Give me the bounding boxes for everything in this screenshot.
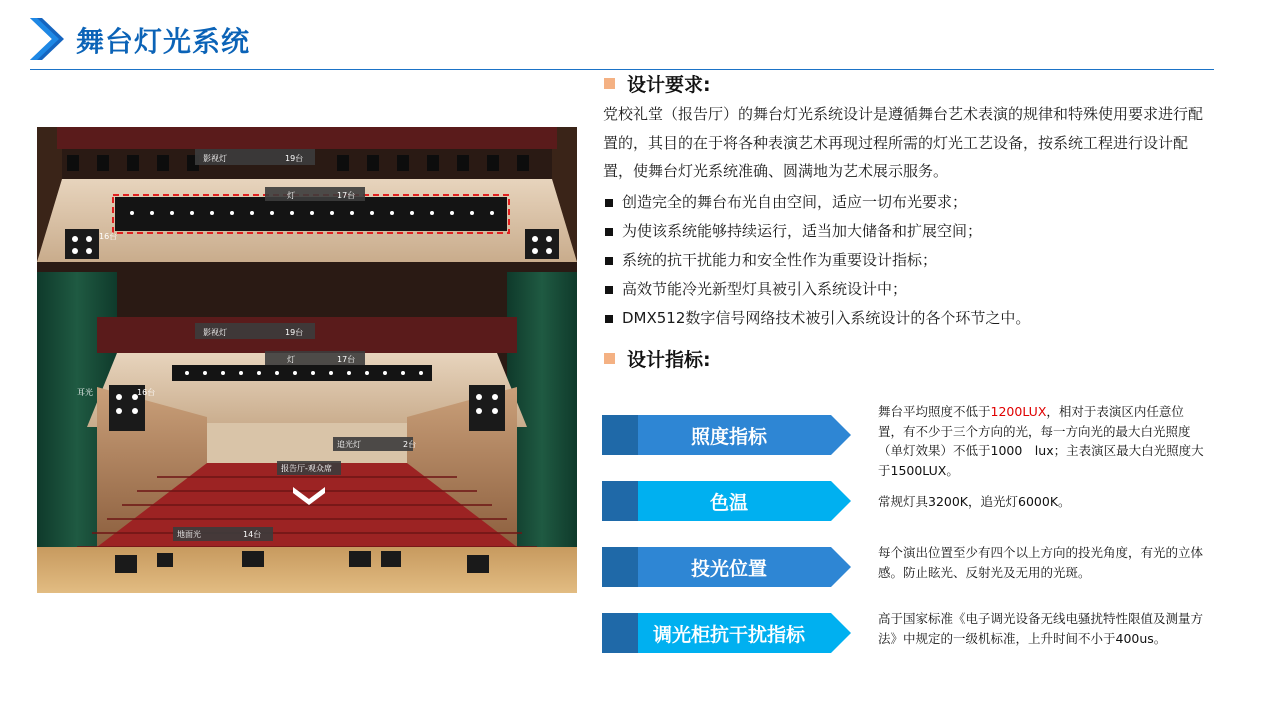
illuminance-value: 1200LUX <box>990 404 1047 419</box>
svg-text:灯: 灯 <box>287 355 295 364</box>
indicator-dimmer <box>602 613 851 653</box>
section-marker-icon <box>604 353 615 364</box>
indicator-label: 色温 <box>709 491 748 514</box>
indicator-projection-desc: 每个演出位置至少有四个以上方向的投光角度，有光的立体感。防止眩光、反射光及无用的光斑。 <box>878 545 1204 580</box>
chevron-right-icon <box>30 18 64 60</box>
stage-lighting-illustration <box>37 127 577 593</box>
bullet-square-icon <box>605 257 613 265</box>
svg-text:14台: 14台 <box>243 530 262 539</box>
bullet-square-icon <box>605 228 613 236</box>
indicators-heading-text: 设计指标: <box>627 349 711 371</box>
indicator-color-temp <box>602 481 851 521</box>
svg-text:追光灯: 追光灯 <box>337 440 361 449</box>
bullet-square-icon <box>605 315 613 323</box>
svg-text:耳光: 耳光 <box>77 388 93 397</box>
requirements-paragraph: 党校礼堂（报告厅）的舞台灯光系统设计是遵循舞台艺术表演的规律和特殊使用要求进行配置的，其目的在于将各种表演艺术再现过程所需的灯光工艺设备，按系统工程进行设计配置，使舞台灯光系统准确、圆满地为艺术展示服务。 <box>603 105 1204 180</box>
svg-text:地面光: 地面光 <box>177 530 201 539</box>
svg-text:2台: 2台 <box>403 440 417 449</box>
svg-text:19台: 19台 <box>285 328 304 337</box>
list-item: DMX512数字信号网络技术被引入系统设计的各个环节之中。 <box>603 304 1215 333</box>
svg-text:报告厅-观众席: 报告厅-观众席 <box>281 464 332 473</box>
label-top-film: 影视灯 <box>203 154 227 163</box>
indicator-illumination-desc: 舞台平均照度不低于1200LUX，相对于表演区内任意位置，有不少于三个方向的光，每一方向光的最大白光照度（单灯效果）不低于1000 lux；主表演区最大白光照度大于1500LUX。 <box>878 404 1204 478</box>
svg-text:17台: 17台 <box>337 355 356 364</box>
indicators-heading <box>604 345 711 372</box>
list-item: 创造完全的舞台布光自由空间，适应一切布光要求； <box>603 188 1215 217</box>
indicator-label: 调光柜抗干扰指标 <box>652 623 805 646</box>
indicator-illumination <box>602 415 851 455</box>
indicator-label: 投光位置 <box>690 557 767 580</box>
indicator-label: 照度指标 <box>690 425 767 448</box>
requirements-list <box>603 188 1215 333</box>
slide-header <box>0 0 1280 72</box>
bullet-square-icon <box>605 199 613 207</box>
page-title: 舞台灯光系统 <box>76 25 251 58</box>
list-item: 为使该系统能够持续运行，适当加大储备和扩展空间； <box>603 217 1215 246</box>
stage-scene <box>37 127 577 593</box>
svg-text:16台: 16台 <box>99 232 118 241</box>
list-item: 高效节能冷光新型灯具被引入系统设计中； <box>603 275 1215 304</box>
list-item: 系统的抗干扰能力和安全性作为重要设计指标； <box>603 246 1215 275</box>
svg-text:19台: 19台 <box>285 154 304 163</box>
svg-text:16台: 16台 <box>137 388 156 397</box>
indicator-dimmer-desc: 高于国家标准《电子调光设备无线电骚扰特性限值及测量方法》中规定的一级机标准，上升时间不小于400us。 <box>878 611 1204 646</box>
svg-text:17台: 17台 <box>337 191 356 200</box>
indicator-projection <box>602 547 851 587</box>
indicator-color-temp-desc: 常规灯具3200K，追光灯6000K。 <box>878 494 1071 509</box>
bullet-square-icon <box>605 286 613 294</box>
svg-text:灯: 灯 <box>287 191 295 200</box>
svg-text:影视灯: 影视灯 <box>203 328 227 337</box>
requirements-heading <box>604 70 711 97</box>
requirements-heading-text: 设计要求: <box>627 74 711 96</box>
section-marker-icon <box>604 78 615 89</box>
